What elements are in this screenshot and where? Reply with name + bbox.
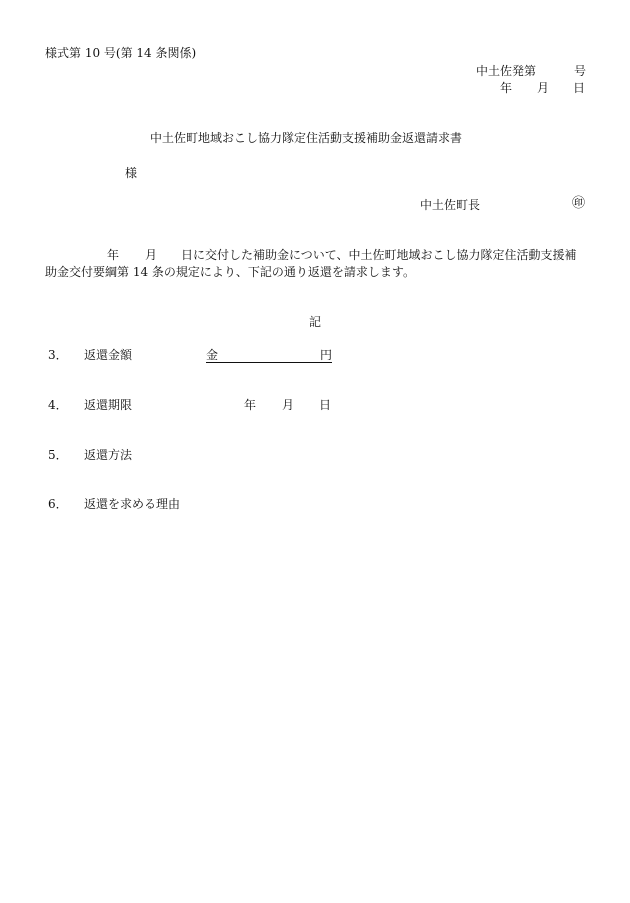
form-number: 様式第 10 号(第 14 条関係) <box>45 46 197 60</box>
amount-underline <box>206 348 332 363</box>
amount-prefix: 金 <box>206 348 219 362</box>
body-month: 月 <box>145 248 158 262</box>
date-day-label: 日 <box>573 81 586 95</box>
item-label: 返還期限 <box>84 398 133 412</box>
issue-number-suffix: 号 <box>574 64 587 78</box>
item-label: 返還金額 <box>84 348 133 362</box>
issue-number-prefix: 中土佐発第 <box>476 64 537 78</box>
deadline-month: 月 <box>282 398 295 412</box>
seal-mark: ㊞ <box>572 196 586 211</box>
body-line2: 助金交付要綱第 14 条の規定により、下記の通り返還を請求します。 <box>45 265 415 279</box>
amount-suffix: 円 <box>319 348 332 362</box>
issuer-name: 中土佐町長 <box>420 198 481 212</box>
body-line1: 日に交付した補助金について、中土佐町地域おこし協力隊定住活動支援補 <box>181 248 577 262</box>
item-number: 4． <box>48 398 68 412</box>
ki-heading: 記 <box>309 315 322 329</box>
deadline-year: 年 <box>244 398 257 412</box>
page-title: 中土佐町地域おこし協力隊定住活動支援補助金返還請求書 <box>150 131 463 145</box>
addressee-suffix: 様 <box>125 166 138 180</box>
date-month-label: 月 <box>537 81 550 95</box>
date-year-label: 年 <box>500 81 513 95</box>
item-number: 5． <box>48 448 68 462</box>
body-year: 年 <box>107 248 120 262</box>
item-number: 3． <box>48 348 68 362</box>
item-label: 返還方法 <box>84 448 133 462</box>
deadline-day: 日 <box>319 398 332 412</box>
item-number: 6． <box>48 497 68 511</box>
item-label: 返還を求める理由 <box>84 497 181 511</box>
amount-field <box>206 348 332 366</box>
